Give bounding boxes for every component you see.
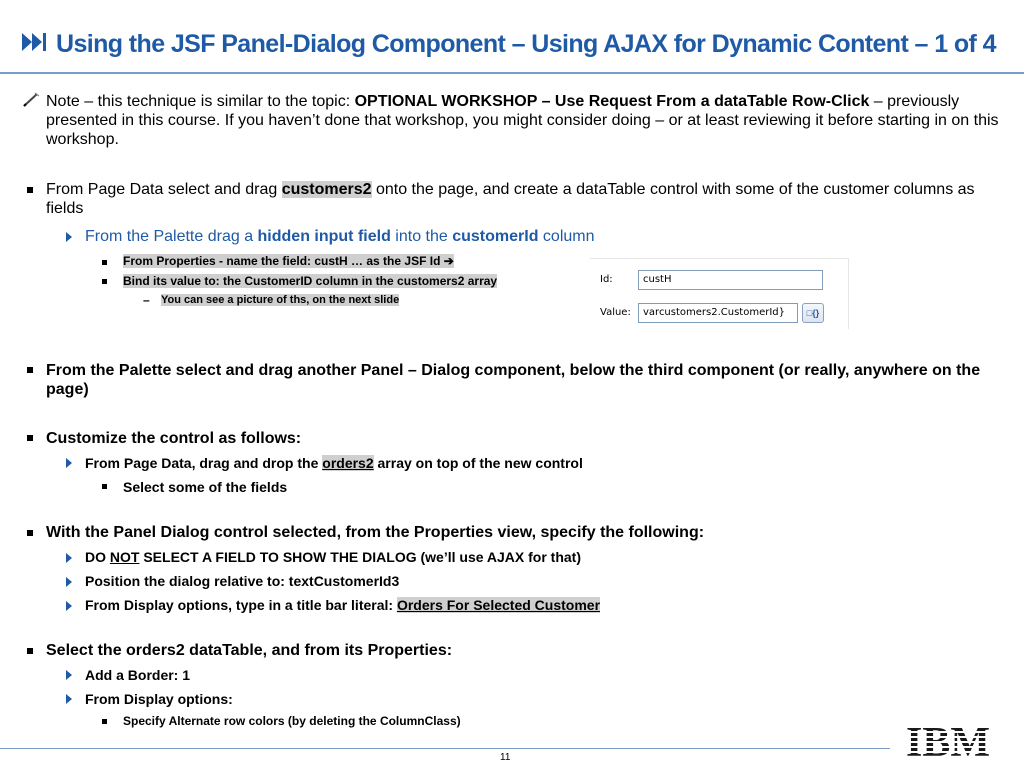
properties-panel-image <box>590 258 849 329</box>
sub4-item3-prefix: From Display options, type in a title bar literal: <box>85 597 397 613</box>
bullet-marker <box>27 187 33 193</box>
sub3-suffix: array on top of the new control <box>373 455 583 471</box>
dash-marker: – <box>143 293 150 307</box>
sub3-highlight: orders2 <box>322 455 374 471</box>
ibm-stripes <box>906 723 1016 756</box>
sub1-suffix: column <box>538 228 595 245</box>
note-suffix: – previously presented in this course. If you haven’t done that workshop, you might consider doing – or at least reviewing it before starting in on this workshop. <box>46 93 999 148</box>
bullet-marker <box>27 435 33 441</box>
sub1-item-2 <box>123 273 497 289</box>
sub-bullet-marker <box>66 553 72 563</box>
sub-bullet-marker <box>66 670 72 680</box>
bullet-marker <box>102 260 107 265</box>
note-topic: OPTIONAL WORKSHOP – Use Request From a dataTable Row-Click <box>354 93 870 110</box>
bullet1-highlight: customers2 <box>281 181 372 198</box>
footer-divider <box>0 748 890 749</box>
sub1-dash-item <box>161 293 399 308</box>
sub4-item3-highlight: Orders For Selected Customer <box>396 597 601 613</box>
bullet1-prefix: From Page Data select and drag <box>46 181 282 198</box>
sub4-item1-not: NOT <box>109 549 140 565</box>
note-paragraph <box>46 92 1006 149</box>
title-divider <box>0 72 1024 74</box>
fast-forward-icon <box>22 30 48 59</box>
page-number: 11 <box>500 752 511 763</box>
bullet-orders2-table: Select the orders2 dataTable, and from its Properties: <box>46 642 453 659</box>
bullet-marker <box>102 279 107 284</box>
bullet1-suffix: onto the page, and create a dataTable control with some of the customer columns as fields <box>46 181 975 217</box>
sub1-item-1-text: From Properties - name the field: custH … as the JSF Id ➔ <box>123 254 454 268</box>
sub4-item1-b: SELECT A FIELD TO SHOW THE DIALOG (we’ll use AJAX for that) <box>139 549 581 565</box>
sub3-item: Select some of the fields <box>123 479 288 495</box>
sub-bullet-hidden-input <box>85 227 785 246</box>
slide-title-row <box>22 26 996 62</box>
bullet-marker <box>27 530 33 536</box>
sub4-item-1 <box>85 548 581 566</box>
sub4-item-3 <box>85 596 600 614</box>
bullet-panel-properties: With the Panel Dialog control selected, from the Properties view, specify the following: <box>46 524 705 541</box>
sub4-item1-a: DO <box>85 549 110 565</box>
sub1-item-1 <box>123 253 454 269</box>
sub-bullet-orders2 <box>85 454 583 472</box>
sub-bullet-marker <box>66 577 72 587</box>
binding-button-label: □{} <box>806 308 820 318</box>
bullet-marker <box>102 719 107 724</box>
value-label: Value: <box>600 307 631 318</box>
ibm-logo <box>906 721 1016 766</box>
note-prefix: Note – this technique is similar to the topic: <box>46 93 355 110</box>
sub1-prefix: From the Palette drag a <box>85 228 258 245</box>
sub4-item-2: Position the dialog relative to: textCustomerId3 <box>85 573 400 589</box>
value-field[interactable]: varcustomers2.CustomerId} <box>638 303 798 323</box>
sub5-subitem: Specify Alternate row colors (by deleting the ColumnClass) <box>123 714 461 728</box>
binding-button[interactable] <box>802 303 824 323</box>
sub3-prefix: From Page Data, drag and drop the <box>85 455 323 471</box>
sub-bullet-marker <box>66 232 72 242</box>
sub1-item-2-text: Bind its value to: the CustomerID column in the customers2 array <box>123 274 498 288</box>
id-field[interactable]: custH <box>638 270 823 290</box>
bullet-marker <box>27 648 33 654</box>
sub1-bold2: customerId <box>452 228 539 245</box>
slide-title: Using the JSF Panel-Dialog Component – Using AJAX for Dynamic Content – 1 of 4 <box>56 29 996 58</box>
bullet-customize: Customize the control as follows: <box>46 430 302 447</box>
pencil-icon <box>22 92 40 113</box>
sub1-mid: into the <box>390 228 453 245</box>
bullet-panel-dialog: From the Palette select and drag another Panel – Dialog component, below the third component (or really, anywhere on the page) <box>46 362 981 398</box>
sub1-dash-text: You can see a picture of ths, on the next slide <box>161 294 400 306</box>
sub-bullet-marker <box>66 601 72 611</box>
bullet-marker <box>27 367 33 373</box>
sub-bullet-marker <box>66 458 72 468</box>
bullet-customers2 <box>46 180 1006 218</box>
sub1-bold1: hidden input field <box>257 228 391 245</box>
id-label: Id: <box>600 274 613 285</box>
sub5-item-1: Add a Border: 1 <box>85 667 191 683</box>
sub-bullet-marker <box>66 694 72 704</box>
bullet-marker <box>102 484 107 489</box>
sub5-item-2: From Display options: <box>85 691 233 707</box>
